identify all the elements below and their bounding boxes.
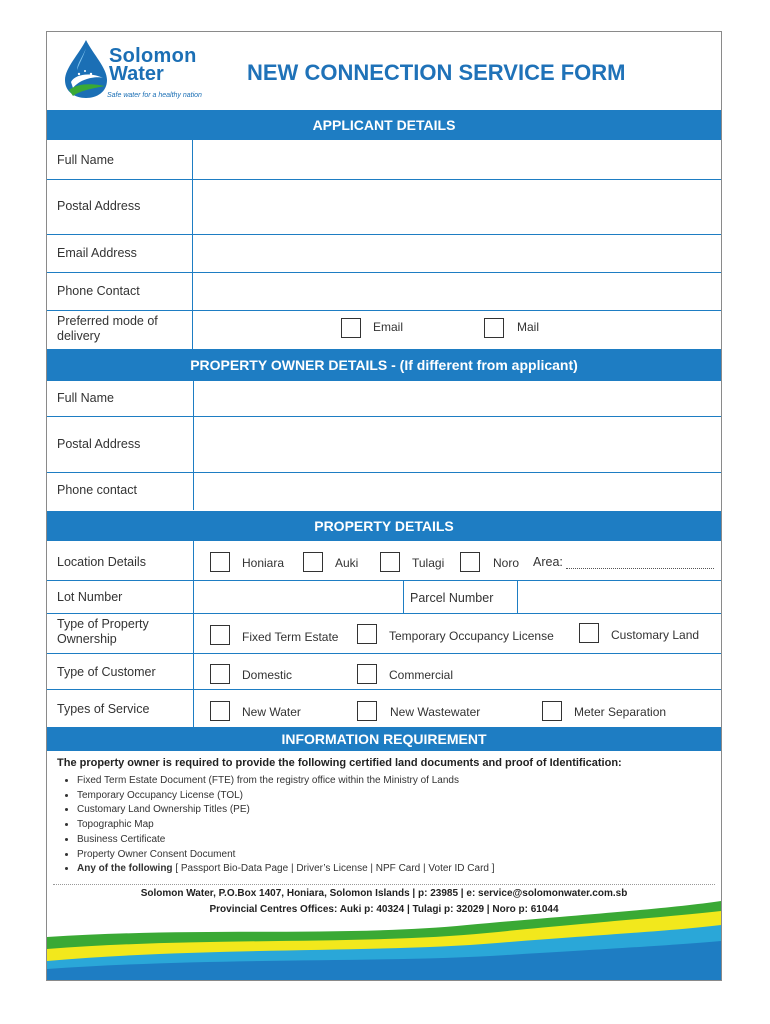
list-item: • Topographic Map [77, 818, 495, 833]
applicant-phone-row [47, 273, 721, 311]
owner-phone-row [47, 473, 721, 510]
service-new-wastewater-checkbox[interactable] [357, 701, 377, 721]
delivery-email-checkbox[interactable] [341, 318, 361, 338]
applicant-section-heading: APPLICANT DETAILS [47, 110, 721, 140]
form-page [46, 31, 722, 981]
ownership-fte-label: Fixed Term Estate [242, 630, 339, 644]
any-of-following-label: Any of the following [77, 863, 173, 875]
area-input-line[interactable] [566, 568, 714, 569]
ownership-label: Type of Property Ownership [57, 617, 149, 646]
delivery-mode-row [47, 311, 721, 349]
owner-section-heading: PROPERTY OWNER DETAILS - (If different from applicant) [47, 349, 721, 381]
service-new-water-label: New Water [242, 705, 301, 719]
customer-commercial-label: Commercial [389, 668, 454, 682]
owner-phone-label: Phone contact [57, 483, 137, 497]
service-new-wastewater-label: New Wastewater [390, 705, 481, 719]
water-drop-icon [61, 38, 111, 100]
parcel-number-label: Parcel Number [410, 591, 494, 605]
ownership-customary-label: Customary Land [611, 628, 700, 642]
ownership-row [47, 614, 721, 654]
service-type-label: Types of Service [57, 702, 150, 716]
logo-tagline: Safe water for a healthy nation [107, 92, 202, 99]
applicant-phone-field[interactable] [193, 273, 721, 310]
logo-word-water: Water [109, 63, 164, 85]
property-section-heading: PROPERTY DETAILS [47, 511, 721, 541]
location-auki-label: Auki [335, 556, 359, 570]
customer-type-label: Type of Customer [57, 665, 156, 679]
form-title: NEW CONNECTION SERVICE FORM [247, 60, 626, 85]
service-meter-separation-label: Meter Separation [574, 705, 667, 719]
delivery-mail-label: Mail [517, 320, 540, 334]
logo-word-solomon: Solomon [109, 45, 197, 67]
location-tulagi-label: Tulagi [412, 556, 445, 570]
service-new-water-checkbox[interactable] [210, 701, 230, 721]
area-label: Area: [533, 555, 563, 569]
parcel-number-field[interactable] [518, 581, 721, 613]
delivery-mode-label: Preferred mode of delivery [57, 314, 158, 343]
delivery-email-label: Email [373, 320, 404, 334]
location-noro-checkbox[interactable] [460, 552, 480, 572]
customer-domestic-label: Domestic [242, 668, 293, 682]
list-item: • Business Certificate [77, 833, 495, 848]
applicant-email-row [47, 235, 721, 273]
owner-postal-row [47, 417, 721, 473]
location-tulagi-checkbox[interactable] [380, 552, 400, 572]
list-item: • Temporary Occupancy License (TOL) [77, 789, 495, 804]
ownership-fte-checkbox[interactable] [210, 625, 230, 645]
applicant-phone-label: Phone Contact [57, 284, 140, 298]
location-honiara-label: Honiara [242, 556, 285, 570]
owner-full-name-row [47, 381, 721, 417]
applicant-email-label: Email Address [57, 246, 137, 260]
customer-domestic-checkbox[interactable] [210, 664, 230, 684]
list-item [77, 862, 495, 877]
applicant-full-name-field[interactable] [193, 140, 721, 179]
location-auki-checkbox[interactable] [303, 552, 323, 572]
divider [53, 884, 715, 885]
footer-provincial-line: Provincial Centres Offices: Auki p: 40324 | Tulagi p: 32029 | Noro p: 61044 [209, 904, 559, 915]
id-options-text: [ Passport Bio-Data Page | Driver’s License | NPF Card | Voter ID Card ] [172, 863, 495, 875]
applicant-postal-field[interactable] [193, 180, 721, 234]
ownership-tol-checkbox[interactable] [357, 624, 377, 644]
location-noro-label: Noro [493, 556, 520, 570]
applicant-postal-row [47, 180, 721, 235]
applicant-email-field[interactable] [193, 235, 721, 272]
ownership-tol-label: Temporary Occupancy License [389, 629, 554, 643]
customer-type-row [47, 654, 721, 690]
location-honiara-checkbox[interactable] [210, 552, 230, 572]
service-type-row [47, 690, 721, 727]
owner-postal-field[interactable] [194, 417, 721, 472]
info-intro-text: The property owner is required to provide the following certified land documents and proof of Identification: [57, 757, 622, 769]
list-item: • Property Owner Consent Document [77, 848, 495, 863]
footer-contact-line: Solomon Water, P.O.Box 1407, Honiara, Solomon Islands | p: 23985 | e: service@solomonwater.com.sb [140, 888, 628, 899]
owner-phone-field[interactable] [194, 473, 721, 510]
info-section-heading: INFORMATION REQUIREMENT [47, 727, 721, 751]
list-item: • Customary Land Ownership Titles (PE) [77, 803, 495, 818]
owner-full-name-field[interactable] [194, 381, 721, 416]
location-row [47, 541, 721, 581]
applicant-full-name-label: Full Name [57, 153, 114, 167]
required-documents-list [63, 774, 495, 877]
customer-commercial-checkbox[interactable] [357, 664, 377, 684]
delivery-mail-checkbox[interactable] [484, 318, 504, 338]
lot-parcel-row [47, 581, 721, 614]
form-header [47, 32, 721, 108]
applicant-full-name-row [47, 140, 721, 180]
solomon-water-logo [61, 36, 236, 102]
owner-postal-label: Postal Address [57, 437, 141, 451]
applicant-postal-label: Postal Address [57, 199, 141, 213]
location-label: Location Details [57, 555, 146, 569]
list-item: • Fixed Term Estate Document (FTE) from the registry office within the Ministry of Lands [77, 774, 495, 789]
lot-number-field[interactable] [194, 581, 402, 613]
owner-full-name-label: Full Name [57, 391, 114, 405]
service-meter-separation-checkbox[interactable] [542, 701, 562, 721]
footer-wave-graphic [47, 887, 721, 981]
lot-number-label: Lot Number [57, 590, 123, 604]
ownership-customary-checkbox[interactable] [579, 623, 599, 643]
